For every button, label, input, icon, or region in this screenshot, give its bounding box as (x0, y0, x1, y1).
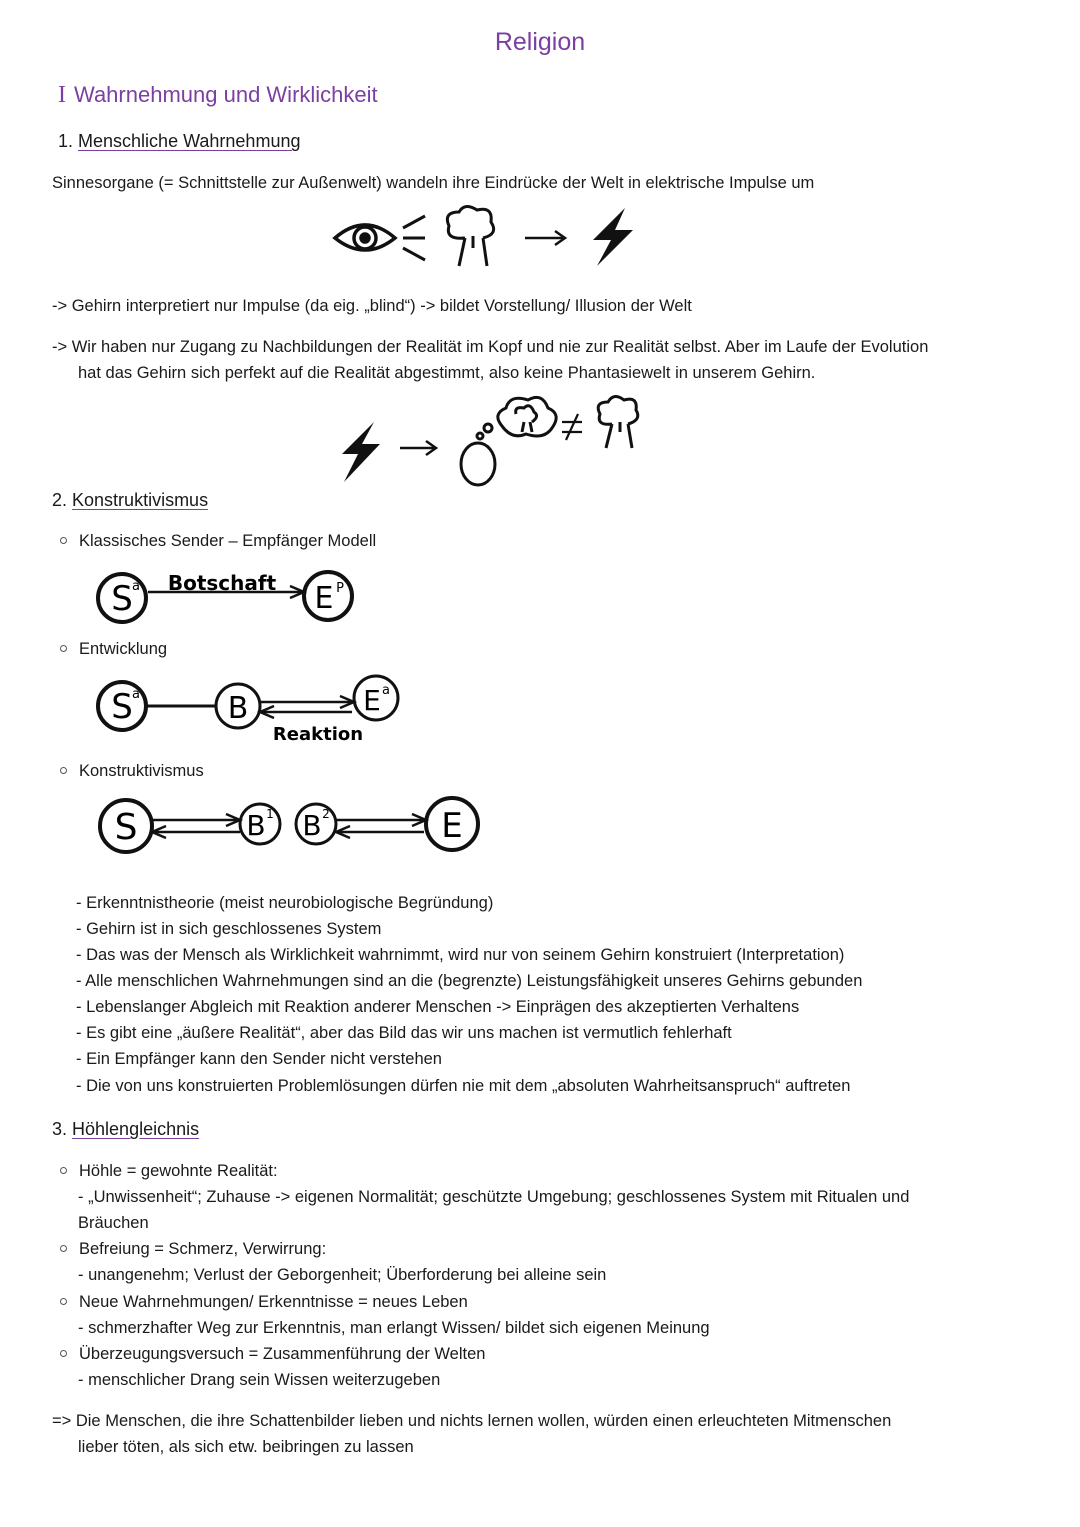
not-equal-icon (562, 414, 582, 440)
b1-node (240, 804, 280, 844)
receiver-node (304, 572, 352, 620)
cave-item-2 (60, 1240, 326, 1259)
perception-sketch (325, 200, 645, 275)
reality-sketch (330, 392, 650, 492)
model1-bullet (60, 532, 376, 551)
receiver-sup: P (336, 581, 344, 596)
arrow-right-icon (152, 814, 240, 826)
cave-item-4-head: Überzeugungsversuch = Zusammenführung der Welten (79, 1345, 486, 1363)
receiver-node (426, 798, 478, 850)
head-thought-icon (461, 397, 556, 485)
sender-node (98, 682, 146, 730)
cave-item-4 (60, 1345, 485, 1364)
point-3: - Das was der Mensch als Wirklichkeit wahrnimmt, wird nur von seinem Gehirn konstruiert (Interpretation) (76, 946, 845, 964)
sender-sup: a (132, 687, 140, 702)
point-8: - Die von uns konstruierten Problemlösungen dürfen nie mit dem „absoluten Wahrheitsanspruch“ auftreten (76, 1077, 851, 1095)
cave-item-1-sub-1: - „Unwissenheit“; Zuhause -> eigenen Normalität; geschützte Umgebung; geschlossenes System mit Ritualen und (78, 1188, 910, 1206)
cave-item-3 (60, 1293, 468, 1312)
sender-letter: S (111, 579, 133, 619)
arrow-right-icon (336, 814, 426, 826)
tree-icon (447, 206, 493, 266)
section3-number: 3. (52, 1119, 68, 1139)
arrow-left-icon (336, 826, 424, 838)
model2-label: Entwicklung (79, 640, 168, 658)
section2-title: Konstruktivismus (72, 490, 209, 510)
point-2: - Gehirn ist in sich geschlossenes System (76, 920, 382, 938)
point-7: - Ein Empfänger kann den Sender nicht verstehen (76, 1050, 442, 1068)
section1-title: Menschliche Wahrnehmung (78, 131, 301, 151)
arrow-left-icon (260, 706, 352, 718)
conclusion-line-1: => Die Menschen, die ihre Schattenbilder lieben und nichts lernen wollen, würden einen erleuchteten Mitmenschen (52, 1412, 892, 1430)
model2-diagram (90, 668, 410, 748)
b1-letter: B (246, 809, 266, 842)
arrow-right-icon (400, 441, 436, 455)
point-6: - Es gibt eine „äußere Realität“, aber das Bild das wir uns machen ist vermutlich fehlerhaft (76, 1024, 732, 1042)
b2-sup: 2 (322, 807, 330, 821)
model3-diagram (90, 790, 490, 860)
receiver-node (354, 676, 398, 720)
section1-number: 1. (58, 131, 74, 151)
chapter-title: Wahrnehmung und Wirklichkeit (74, 82, 378, 107)
point-4: - Alle menschlichen Wahrnehmungen sind an die (begrenzte) Leistungsfähigkeit unseres Gehirns gebunden (76, 972, 863, 990)
section1-intro: Sinnesorgane (= Schnittstelle zur Außenwelt) wandeln ihre Eindrücke der Welt in elektrische Impulse um (52, 174, 815, 192)
cave-item-2-head: Befreiung = Schmerz, Verwirrung: (79, 1240, 327, 1258)
sender-letter: S (111, 687, 133, 727)
arrow-right-icon (525, 231, 565, 245)
lightning-icon (342, 422, 380, 482)
middle-node (216, 684, 260, 728)
cave-item-4-sub-1: - menschlicher Drang sein Wissen weiterzugeben (78, 1371, 441, 1389)
sender-sup: a (132, 579, 140, 594)
section3-heading (52, 1119, 199, 1140)
cave-item-1 (60, 1162, 278, 1181)
receiver-letter: E (314, 581, 334, 616)
cave-item-3-head: Neue Wahrnehmungen/ Erkenntnisse = neues Leben (79, 1293, 468, 1311)
cave-item-1-head: Höhle = gewohnte Realität: (79, 1162, 278, 1180)
conclusion-line-2: lieber töten, als sich etw. beibringen zu lassen (78, 1438, 414, 1456)
section1-line1: -> Gehirn interpretiert nur Impulse (da eig. „blind“) -> bildet Vorstellung/ Illusion der Welt (52, 297, 692, 315)
section2-heading (52, 490, 208, 511)
point-5: - Lebenslanger Abgleich mit Reaktion anderer Menschen -> Einprägen des akzeptierten Verhaltens (76, 998, 800, 1016)
arrow-right-icon (260, 696, 354, 708)
receiver-sup: a (382, 683, 390, 698)
section1-heading (58, 131, 300, 152)
cave-item-1-sub-2: Bräuchen (78, 1214, 149, 1232)
receiver-letter: E (363, 684, 381, 717)
page-title: Religion (494, 28, 586, 56)
chapter-heading (58, 82, 378, 109)
section3-title: Höhlengleichnis (72, 1119, 200, 1139)
model1-diagram (90, 560, 380, 630)
point-1: - Erkenntnistheorie (meist neurobiologische Begründung) (76, 894, 494, 912)
model2-bullet (60, 640, 167, 659)
model1-label: Klassisches Sender – Empfänger Modell (79, 532, 377, 550)
tree-icon (598, 396, 638, 448)
sender-node (98, 574, 146, 622)
middle-letter: B (227, 691, 249, 726)
cave-item-3-sub-1: - schmerzhafter Weg zur Erkenntnis, man erlangt Wissen/ bildet sich eigenen Meinung (78, 1319, 710, 1337)
b2-node (296, 804, 336, 844)
section2-number: 2. (52, 490, 68, 510)
perception-lines (403, 216, 425, 260)
sender-letter: S (114, 807, 138, 848)
b2-letter: B (302, 809, 322, 842)
receiver-letter: E (441, 806, 463, 846)
section1-line2a: -> Wir haben nur Zugang zu Nachbildungen der Realität im Kopf und nie zur Realität selbst. Aber im Laufe der Evolution (52, 338, 929, 356)
lightning-icon (593, 208, 633, 266)
arrow-left-icon (152, 826, 240, 838)
sender-node (100, 800, 152, 852)
reaction-label: Reaktion (272, 724, 364, 745)
model3-label: Konstruktivismus (79, 762, 204, 780)
model3-bullet (60, 762, 204, 781)
b1-sup: 1 (266, 807, 274, 821)
eye-icon (335, 225, 395, 250)
section1-line2b: hat das Gehirn sich perfekt auf die Realität abgestimmt, also keine Phantasiewelt in unserem Gehirn. (78, 364, 816, 382)
message-label: Botschaft (167, 571, 277, 595)
cave-item-2-sub-1: - unangenehm; Verlust der Geborgenheit; Überforderung bei alleine sein (78, 1266, 607, 1284)
chapter-roman: I (58, 82, 66, 108)
